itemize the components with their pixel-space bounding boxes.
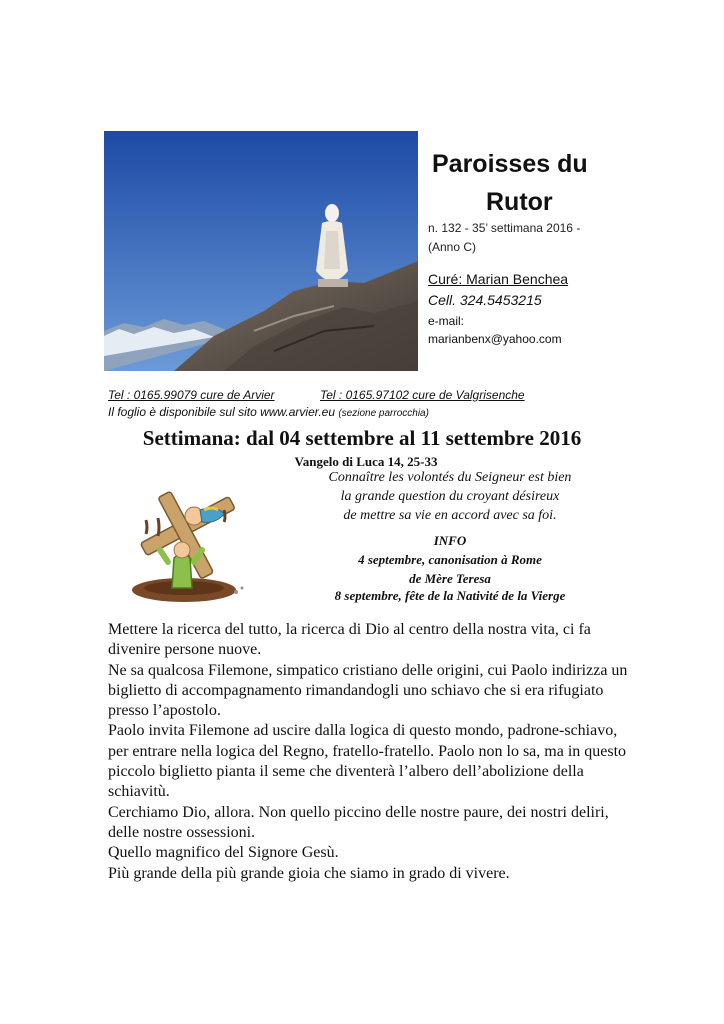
paper-title-line2: Rutor xyxy=(486,188,553,216)
quote-line1: Connaître les volontés du Seigneur est bien xyxy=(328,470,572,485)
tel-arvier-text[interactable]: Tel : 0165.99079 cure de Arvier xyxy=(108,388,275,402)
cure-name: Curé: Marian Benchea xyxy=(428,271,569,287)
body-paragraph: Mettere la ricerca del tutto, la ricerca di Dio al centro della nostra vita, ci fa divenire persone nuove. xyxy=(108,621,591,659)
info-line2: de Mère Teresa xyxy=(409,571,491,586)
quote-line2: la grande question du croyant désireux xyxy=(340,489,560,504)
body-paragraph: Più grande della più grande gioia che siamo in grado di vivere. xyxy=(108,864,510,882)
info-title: INFO xyxy=(433,533,467,548)
email-address[interactable]: marianbenx@yahoo.com xyxy=(428,332,562,346)
cell-number: Cell. 324.5453215 xyxy=(428,292,542,308)
body-paragraph: Paolo invita Filemone ad uscire dalla logica di questo mondo, padrone-schiavo, per entrare nella logica del Regno, fratello-fratello. Paolo non lo sa, ma in questo piccolo biglietto pianta il seme che diventerà l’albero dell’abolizione della schiavitù. xyxy=(108,722,627,801)
quote-line3: de mettre sa vie en accord avec sa foi. xyxy=(343,508,557,523)
site-note xyxy=(108,405,429,419)
info-line3: 8 septembre, fête de la Nativité de la Vierge xyxy=(334,588,566,603)
email-label: e-mail: xyxy=(428,314,465,328)
reflection-body xyxy=(108,620,628,884)
gospel-reference: Vangelo di Luca 14, 25-33 xyxy=(294,454,438,469)
header-photo xyxy=(104,131,418,371)
issue-line2: (Anno C) xyxy=(428,240,477,254)
body-paragraph: Quello magnifico del Signore Gesù. xyxy=(108,844,339,862)
site-text: Il foglio è disponibile sul sito www.arvier.eu xyxy=(108,405,335,419)
info-line1: 4 septembre, canonisation à Rome xyxy=(358,552,542,567)
issue-info xyxy=(428,219,628,257)
body-paragraph: Ne sa qualcosa Filemone, simpatico cristiano delle origini, cui Paolo indirizza un biglietto di accompagnamento rimandandogli uno schiavo che si era rifugiato presso l’apostolo. xyxy=(108,661,628,720)
tel-valgrisenche-text[interactable]: Tel : 0165.97102 cure de Valgrisenche xyxy=(320,388,525,402)
site-section-note: (sezione parrocchia) xyxy=(338,408,429,419)
tel-valgrisenche xyxy=(320,388,525,402)
tel-arvier xyxy=(108,388,275,402)
body-paragraph: Cerchiamo Dio, allora. Non quello piccino delle nostre paure, dei nostri deliri, delle nostre ossessioni. xyxy=(108,803,609,841)
paper-title-line1: Paroisses du xyxy=(432,150,588,178)
cross-bearer-illustration xyxy=(124,480,252,606)
issue-line1: n. 132 - 35’ settimana 2016 - xyxy=(428,221,581,235)
week-heading: Settimana: dal 04 settembre al 11 settembre 2016 xyxy=(142,426,582,450)
